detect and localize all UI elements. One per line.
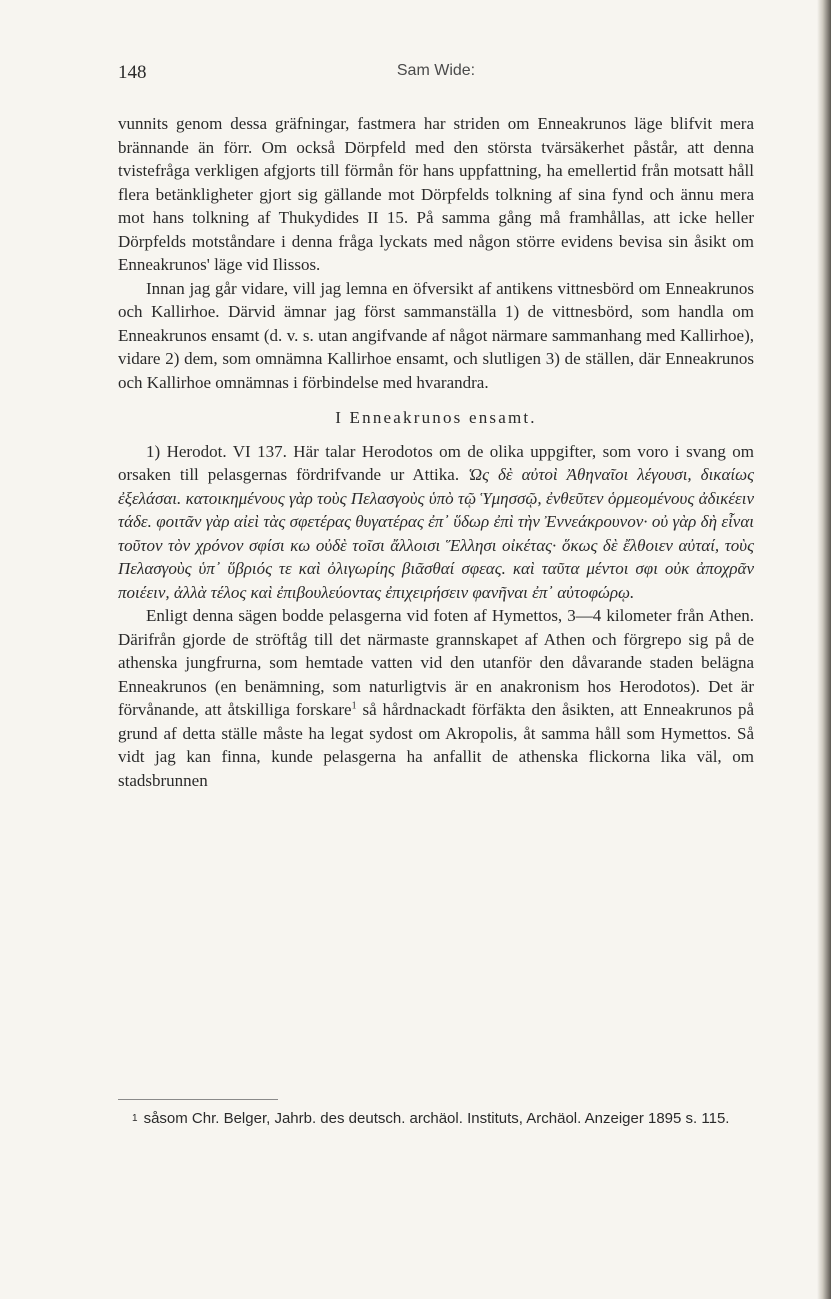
body-text (118, 112, 754, 792)
section-heading: I Enneakrunos ensamt. (335, 408, 537, 427)
greek-quotation: Ὡς δὲ αὐτοὶ Ἀθηναῖοι λέγουσι, δικαίως ἐξελάσαι. κατοικημένους γὰρ τοὺς Πελασγοὺς ὑπὸ τῷ Ὑμησσῷ, ἐνθεῦτεν ὁρμεομένους ἀδικέειν τάδε. φοιτᾶν γὰρ αἰεὶ τὰς σφετέρας θυγατέρας ἐπ᾿ ὕδωρ ἐπὶ τὴν Ἐννεάκρουνον· οὐ γὰρ δὴ εἶναι τοῦτον τὸν χρόνον σφίσι κω οὐδὲ τοῖσι ἄλλοισι Ἕλλησι οἰκέτας· ὅκως δὲ ἔλθοιεν αὐταί, τοὺς Πελασγοὺς ὑπ᾿ ὕβριός τε καὶ ὀλιγωρίης βιᾶσθαί σφεας. καὶ ταῦτα μέντοι σφι οὐκ ἀποχρᾶν ποιέειν, ἀλλὰ τέλος καὶ ἐπιβουλεύοντας ἐπιχειρήσειν φανῆναι ἐπ᾿ αὐτοφώρῳ. (118, 465, 755, 602)
footnote-text: såsom Chr. Belger, Jahrb. des deutsch. archäol. Instituts, Archäol. Anzeiger 1895 s. 115. (143, 1110, 730, 1127)
page-number: 148 (118, 62, 147, 83)
paragraph-4-part-1: Enligt denna sägen bodde pelasgerna vid foten af Hymettos, 3—4 kilometer från Athen. Därifrån gjorde de ströftåg till det närmaste grannskapet af Athen och förgrepo sig på de athenska jungfrurna, som hemtade vatten vid den utanför den dåvarande staden belägna Enneakrunos (en benämning, som naturligtvis är en anakronism hos Herodotos). Det är förvånande, att åtskilliga forskare (118, 606, 754, 719)
running-head: Sam Wide: (396, 62, 476, 79)
paragraph-1: vunnits genom dessa gräfningar, fastmera har striden om Enneakrunos läge blifvit mera brännande än förr. Om också Dörpfeld med den största tvärsäkerhet påstår, att denna tvistefråga verkligen afgjorts till förmån för hans uppfattning, ha emellertid från motsatt håll flera betänkligheter gjort sig gällande mot Dörpfelds tolkning af sina fynd och ännu mera mot hans tolkning af Thukydides II 15. På samma gång må framhållas, att icke heller Dörpfelds motståndare i denna fråga lyckats med någon större evidens bevisa sin åsikt om Enneakrunos' läge vid Ilissos. (118, 114, 754, 274)
footnote-mark: 1 (132, 1113, 138, 1124)
paragraph-4 (118, 604, 754, 792)
footnote (118, 1108, 754, 1129)
page-header (118, 62, 754, 88)
paragraph-4-part-2: så hårdnackadt förfäkta den åsikten, att Enneakrunos på grund af detta ställe måste ha legat sydost om Akropolis, åt samma håll som Hymettos. Så vidt jag kan finna, kunde pelasgerna ha anfallit de athenska flickorna lika väl, om stadsbrunnen (118, 700, 755, 790)
paragraph-2: Innan jag går vidare, vill jag lemna en öfversikt af antikens vittnesbörd om Enneakrunos och Kallirhoe. Därvid ämnar jag först sammanställa 1) de vittnesbörd, som handla om Enneakrunos ensamt (d. v. s. utan angifvande af något närmare sammanhang med Kallirhoe), vidare 2) dem, som omnämna Kallirhoe ensamt, och slutligen 3) de ställen, där Enneakrunos och Kallirhoe omnämnas i förbindelse med hvarandra. (118, 278, 754, 392)
footnote-rule (118, 1099, 278, 1100)
paragraph-3-intro: 1) Herodot. VI 137. Här talar Herodotos om de olika uppgifter, som voro i svang om orsaken till pelasgernas fördrifvande ur Attika. (118, 441, 754, 484)
page-edge-shadow (817, 0, 831, 1299)
footnote-reference: 1 (351, 700, 357, 712)
paragraph-3 (118, 440, 754, 605)
